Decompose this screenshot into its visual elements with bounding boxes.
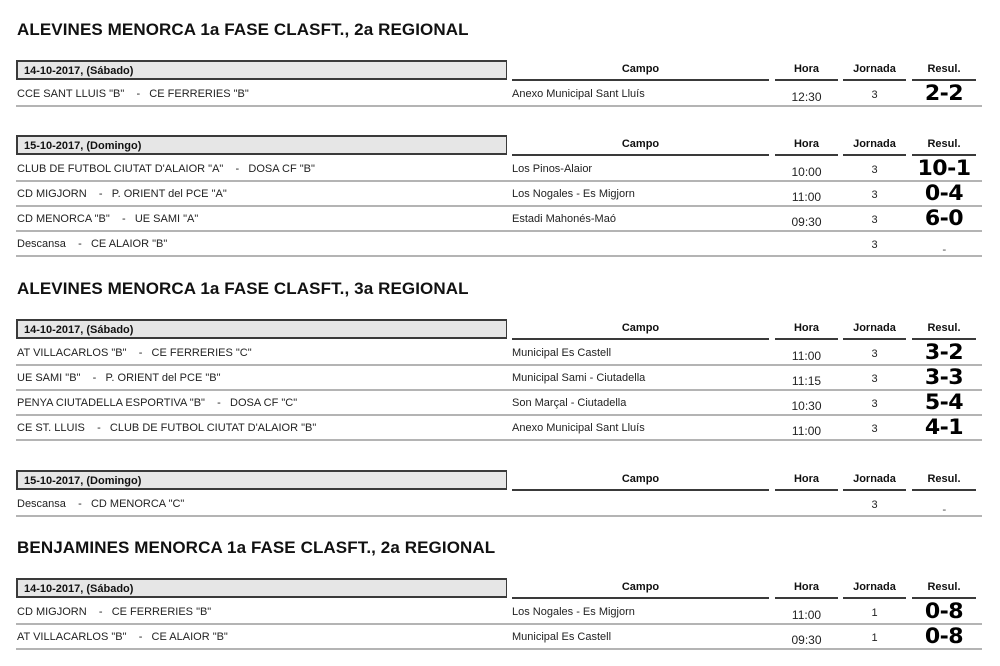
match-result: 2-2 (924, 81, 964, 105)
column-header-hora: Hora (775, 135, 838, 156)
match-teams: UE SAMI "B" - P. ORIENT del PCE "B" (17, 372, 221, 384)
column-header-jornada: Jornada (843, 470, 906, 491)
column-header-jornada: Jornada (843, 319, 906, 340)
date-label: 15-10-2017, (Domingo) (16, 470, 507, 490)
match-result: 5-4 (924, 390, 964, 414)
match-jornada: 3 (871, 164, 878, 176)
match-result: - (942, 244, 946, 256)
column-header-campo: Campo (512, 319, 769, 340)
date-label: 14-10-2017, (Sábado) (16, 60, 507, 80)
match-result: 4-1 (924, 415, 964, 439)
date-label: 15-10-2017, (Domingo) (16, 135, 507, 155)
column-header-campo: Campo (512, 578, 769, 599)
column-header-resul: Resul. (912, 578, 976, 599)
match-teams: PENYA CIUTADELLA ESPORTIVA "B" - DOSA CF "C" (17, 397, 298, 409)
match-row (16, 82, 982, 107)
match-campo: Los Nogales - Es Migjorn (512, 606, 635, 618)
column-header-campo: Campo (512, 135, 769, 156)
day-header (16, 578, 986, 600)
match-hora: 12:30 (791, 90, 822, 104)
match-hora: 11:00 (791, 424, 822, 438)
match-row (16, 157, 982, 182)
match-result: 0-8 (924, 599, 964, 623)
match-hora: 11:00 (791, 190, 822, 204)
match-row (16, 182, 982, 207)
match-hora: 11:00 (791, 349, 822, 363)
match-jornada: 3 (871, 398, 878, 410)
match-hora: 11:00 (791, 608, 822, 622)
column-header-jornada: Jornada (843, 578, 906, 599)
match-teams: Descansa - CE ALAIOR "B" (17, 238, 168, 250)
match-row (16, 366, 982, 391)
day-block (16, 319, 986, 441)
day-block (16, 135, 986, 257)
match-campo: Municipal Es Castell (512, 631, 612, 643)
match-jornada: 3 (871, 189, 878, 201)
match-jornada: 3 (871, 239, 878, 251)
match-teams: CE ST. LLUIS - CLUB DE FUTBOL CIUTAT D'ALAIOR "B" (17, 422, 317, 434)
day-header (16, 135, 986, 157)
match-campo: Los Pinos-Alaior (512, 163, 593, 175)
match-row (16, 416, 982, 441)
match-row (16, 492, 982, 517)
match-teams: Descansa - CD MENORCA "C" (17, 498, 185, 510)
match-jornada: 3 (871, 423, 878, 435)
match-hora: 10:30 (791, 399, 822, 413)
match-row (16, 207, 982, 232)
column-header-hora: Hora (775, 319, 838, 340)
date-label: 14-10-2017, (Sábado) (16, 578, 507, 598)
match-jornada: 3 (871, 373, 878, 385)
column-header-resul: Resul. (912, 470, 976, 491)
day-block (16, 60, 986, 107)
match-campo: Son Marçal - Ciutadella (512, 397, 627, 409)
day-header (16, 470, 986, 492)
column-header-resul: Resul. (912, 135, 976, 156)
match-row (16, 232, 982, 257)
column-header-campo: Campo (512, 60, 769, 81)
match-teams: CLUB DE FUTBOL CIUTAT D'ALAIOR "A" - DOSA CF "B" (17, 163, 315, 175)
match-result: 10-1 (917, 156, 971, 180)
match-result: 3-2 (924, 340, 964, 364)
day-header (16, 319, 986, 341)
date-label: 14-10-2017, (Sábado) (16, 319, 507, 339)
match-jornada: 3 (871, 499, 878, 511)
match-row (16, 600, 982, 625)
match-campo: Estadi Mahonés-Maó (512, 213, 616, 225)
match-result: 0-4 (924, 181, 964, 205)
match-teams: CCE SANT LLUIS "B" - CE FERRERIES "B" (17, 88, 249, 100)
match-hora: 11:15 (791, 374, 822, 388)
match-result: 3-3 (924, 365, 964, 389)
match-hora: 10:00 (791, 165, 822, 179)
match-result: 6-0 (924, 206, 964, 230)
match-teams: AT VILLACARLOS "B" - CE FERRERIES "C" (17, 347, 252, 359)
match-teams: CD MENORCA "B" - UE SAMI "A" (17, 213, 199, 225)
match-row (16, 391, 982, 416)
match-jornada: 3 (871, 214, 878, 226)
match-teams: CD MIGJORN - P. ORIENT del PCE "A" (17, 188, 227, 200)
column-header-jornada: Jornada (843, 60, 906, 81)
column-header-resul: Resul. (912, 319, 976, 340)
match-teams: CD MIGJORN - CE FERRERIES "B" (17, 606, 212, 618)
match-campo: Los Nogales - Es Migjorn (512, 188, 635, 200)
match-campo: Anexo Municipal Sant Lluís (512, 88, 645, 100)
match-row (16, 625, 982, 650)
match-row (16, 341, 982, 366)
column-header-resul: Resul. (912, 60, 976, 81)
match-result: 0-8 (924, 624, 964, 648)
match-hora: 09:30 (791, 215, 822, 229)
column-header-campo: Campo (512, 470, 769, 491)
column-header-hora: Hora (775, 60, 838, 81)
day-block (16, 470, 986, 517)
day-block (16, 578, 986, 650)
day-header (16, 60, 986, 82)
match-teams: AT VILLACARLOS "B" - CE ALAIOR "B" (17, 631, 228, 643)
match-campo: Municipal Es Castell (512, 347, 612, 359)
section-title: ALEVINES MENORCA 1a FASE CLASFT., 2a REGIONAL (17, 20, 469, 39)
match-campo: Municipal Sami - Ciutadella (512, 372, 646, 384)
match-jornada: 1 (871, 632, 878, 644)
match-campo: Anexo Municipal Sant Lluís (512, 422, 645, 434)
match-hora: 09:30 (791, 633, 822, 647)
match-result: - (942, 504, 946, 516)
column-header-jornada: Jornada (843, 135, 906, 156)
column-header-hora: Hora (775, 578, 838, 599)
match-jornada: 3 (871, 89, 878, 101)
section-title: ALEVINES MENORCA 1a FASE CLASFT., 3a REGIONAL (17, 279, 469, 298)
match-jornada: 3 (871, 348, 878, 360)
match-jornada: 1 (871, 607, 878, 619)
section-title: BENJAMINES MENORCA 1a FASE CLASFT., 2a REGIONAL (17, 538, 496, 557)
column-header-hora: Hora (775, 470, 838, 491)
